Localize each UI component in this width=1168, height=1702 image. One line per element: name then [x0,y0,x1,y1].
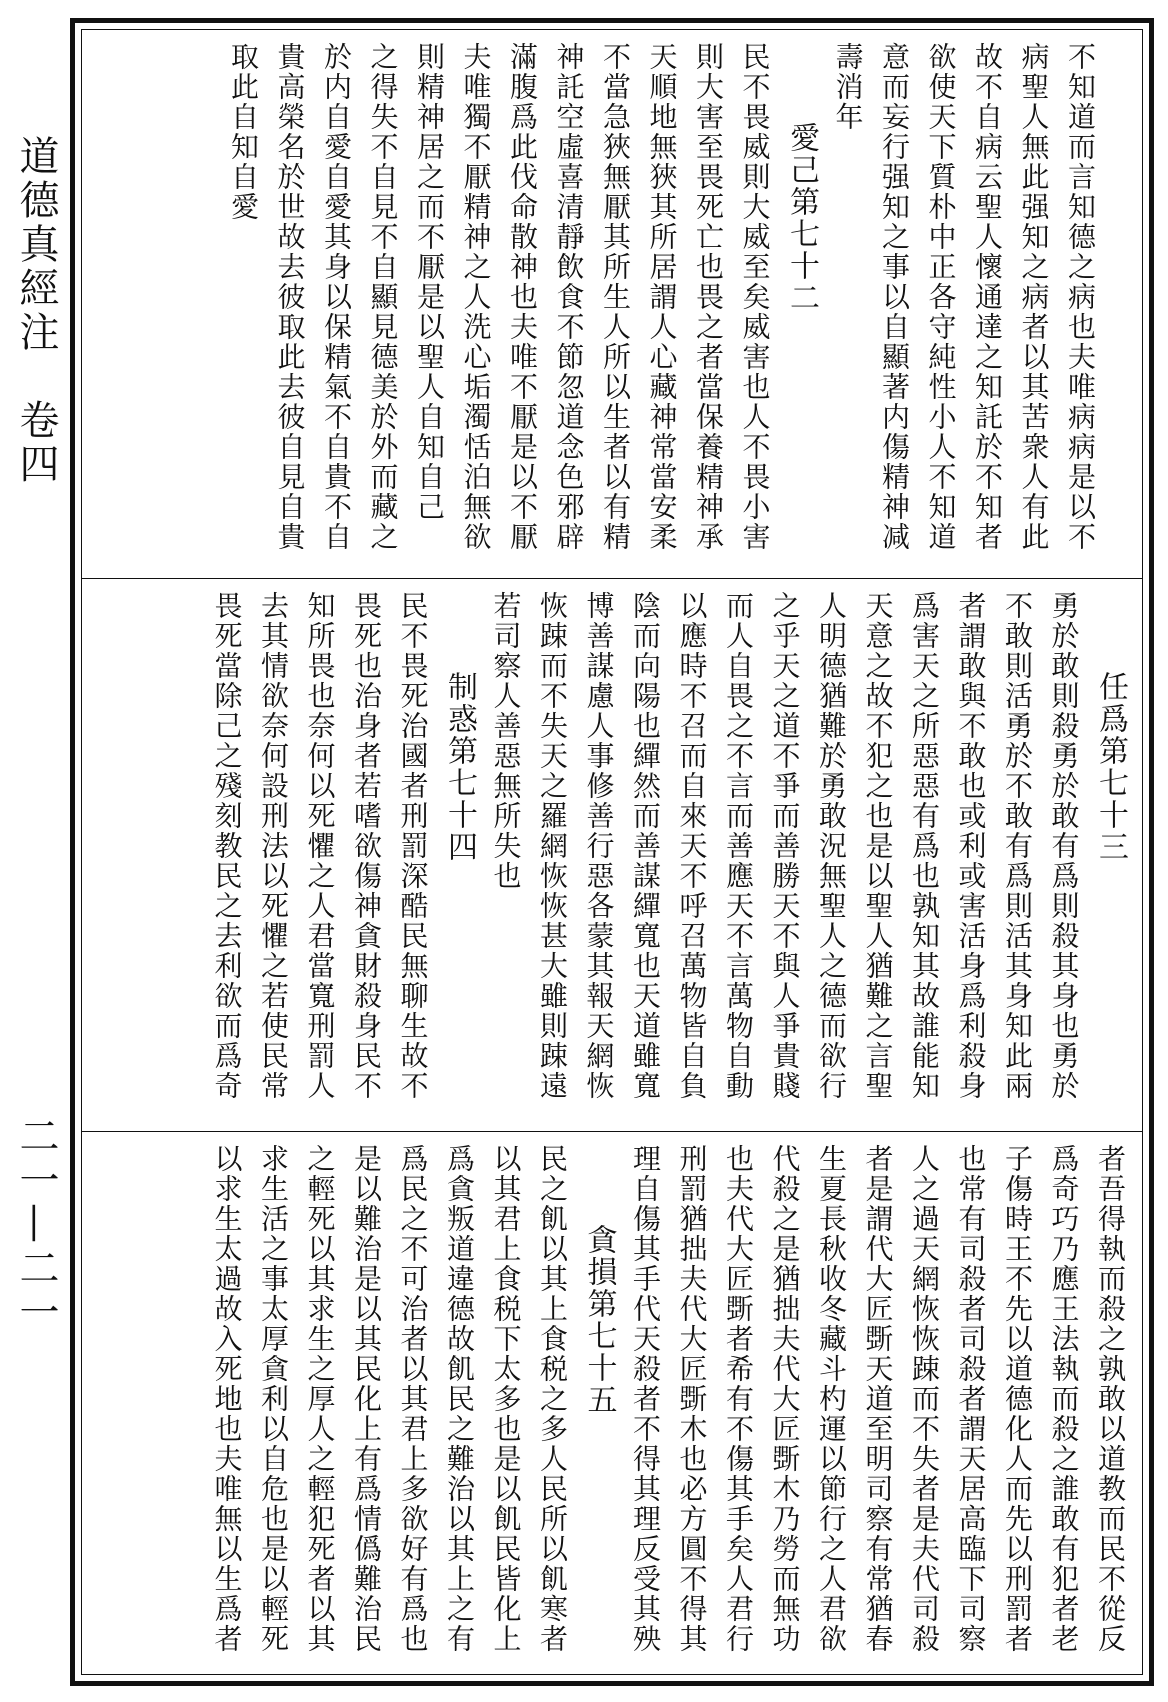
text-column: 不知道而言知德之病也夫唯病病是以不 [1064,42,1097,552]
chapter-heading: 制惑第七十四 [442,671,477,863]
register-middle [82,579,1142,1131]
text-column: 是以難治是以其民化上有爲情僞難治民 [350,1144,383,1654]
margin-page-number: 二一—二一 [13,1115,59,1335]
text-column: 爲民之不可治者以其君上多欲好有爲也 [396,1144,430,1654]
text-column: 代殺之是猶拙夫代大匠斲木乃勞而無功 [768,1144,802,1654]
text-column: 畏死當除己之殘刻教民之去利欲而爲奇 [210,591,244,1101]
text-column: 子傷時王不先以道德化人而先以刑罰者 [1001,1144,1034,1654]
text-column: 天順地無狹其所居謂人心藏神常當安柔 [645,42,679,552]
text-column: 以求生太過故入死地也夫唯無以生爲者 [210,1144,244,1654]
text-column: 也夫代大匠斲者希有不傷其手矣人君行 [722,1144,755,1654]
text-column: 畏死也治身者若嗜欲傷神貪財殺身民不 [350,591,383,1101]
text-column: 則大害至畏死亡也畏之者當保養精神承 [692,42,725,552]
text-column: 者謂敢與不敢也或利或害活身爲利殺身 [954,591,988,1101]
text-column: 博善謀慮人事修善行惡各蒙其報天網恢 [582,591,616,1101]
text-column: 而人自畏之不言而善應天不言萬物自動 [722,591,755,1101]
text-column: 者是謂代大匠斲天道至明司察有常猶春 [861,1144,895,1654]
text-column: 生夏長秋收冬藏斗杓運以節行之人君欲 [815,1144,848,1654]
text-column: 若司察人善惡無所失也 [489,591,523,891]
text-column: 滿腹爲此伐命散神也夫唯不厭是以不厭 [506,42,539,552]
text-column: 去其情欲奈何設刑法以死懼之若使民常 [257,591,290,1101]
chapter-heading: 愛己第七十二 [784,122,819,314]
text-column: 神託空虛喜清靜飲食不節忽道念色邪辟 [552,42,586,552]
text-column: 不當急狹無厭其所生人所以生者以有精 [599,42,632,552]
chapter-heading: 任爲第七十三 [1093,671,1128,863]
text-columns [100,591,1130,1121]
text-column: 天意之故不犯之也是以聖人猶難之言聖 [861,591,895,1101]
text-column: 民之飢以其上食税之多人民所以飢寒者 [536,1144,569,1654]
chapter-heading: 貪損第七十五 [581,1224,617,1416]
text-column: 也常有司殺者司殺者謂天居高臨下司察 [954,1144,988,1654]
text-column: 則精神居之而不厭是以聖人自知自己 [413,42,446,522]
text-column: 者吾得執而殺之孰敢以道教而民不從反 [1094,1144,1127,1654]
text-column: 之輕死以其求生之厚人之輕犯死者以其 [303,1144,337,1654]
text-column: 勇於敢則殺勇於敢有爲則殺其身也勇於 [1047,591,1081,1101]
text-column: 壽消年 [831,42,865,132]
text-column: 刑罰猶拙夫代大匠斲木也必方圓不得其 [675,1144,709,1654]
text-column: 取此自知自愛 [227,42,260,222]
text-column: 求生活之事太厚貪利以自危也是以輕死 [257,1144,290,1654]
page-frame-inner [81,29,1143,1675]
text-column: 夫唯獨不厭精神之人洗心垢濁恬泊無欲 [459,42,493,552]
text-column: 以應時不召而自來天不呼召萬物皆自負 [675,591,709,1101]
margin-book-title: 道德真經注 卷四 [13,135,59,487]
text-column: 爲奇巧乃應王法執而殺之誰敢有犯者老 [1047,1144,1081,1654]
text-column: 理自傷其手代天殺者不得其理反受其殃 [629,1144,662,1654]
text-column: 於内自愛自愛其身以保精氣不自貴不自 [320,42,353,552]
text-column: 不敢則活勇於不敢有爲則活其身知此兩 [1001,591,1034,1101]
text-column: 意而妄行强知之事以自顯著内傷精神减 [878,42,911,552]
text-column: 爲害天之所惡惡有爲也孰知其故誰能知 [908,591,941,1101]
text-column: 爲貪叛道違德故飢民之難治以其上之有 [443,1144,476,1654]
text-column: 恢踈而不失天之羅網恢恢甚大雖則踈遠 [536,591,569,1101]
register-top [82,30,1142,578]
text-columns [100,1144,1130,1676]
text-column: 陰而向陽也繟然而善謀繟寬也天道雖寬 [629,591,662,1101]
text-column: 貴高榮名於世故去彼取此去彼自見自貴 [273,42,307,552]
text-column: 病聖人無此强知之病者以其苦衆人有此 [1017,42,1051,552]
text-column: 知所畏也奈何以死懼之人君當寬刑罰人 [303,591,337,1101]
text-column: 欲使天下質朴中正各守純性小人不知道 [924,42,958,552]
text-column: 人明德猶難於勇敢況無聖人之德而欲行 [815,591,848,1101]
text-column: 民不畏死治國者刑罰深酷民無聊生故不 [396,591,430,1101]
text-column: 以其君上食税下太多也是以飢民皆化上 [489,1144,523,1654]
text-columns [100,42,1100,568]
text-column: 故不自病云聖人懷通達之知託於不知者 [971,42,1004,552]
text-column: 人之過天網恢恢踈而不失者是夫代司殺 [908,1144,941,1654]
text-column: 之乎天之道不爭而善勝天不與人爭貴賤 [768,591,802,1101]
text-column: 之得失不自見不自顯見德美於外而藏之 [366,42,400,552]
register-bottom [82,1132,1142,1686]
text-column: 民不畏威則大威至矣威害也人不畏小害 [738,42,772,552]
page-frame [70,18,1154,1686]
